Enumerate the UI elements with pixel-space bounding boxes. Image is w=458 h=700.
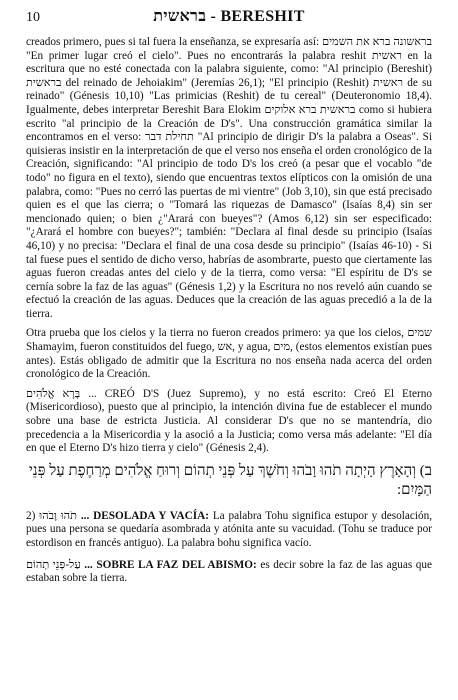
running-title: בראשית - BERESHIT	[153, 8, 305, 25]
paragraph-text: creados primero, pues si tal fuera la enseñanza, se expresaría así: בראשונה ברא את השמים "En primer lugar creó el cielo". Pues no encontrarás la palabra reshit ראשית en la escritura que no esté conectada con la palabra siguiente, como: "Al principio (Bereshit) בראשית del reinado de Jehoiakim" (Jeremías 26,1); "El principio (Reshit) ראשית de su reinado" (Génesis 10,10) "Las primicias (Reshit) de tu cereal" (Deuteronomio 18,4). Igualmente, debes interpretar Bereshit Bara Elokim בראשית ברא אלוקים como si hubiera escrito "al principio de la Creación de D's". Una construcción gramática similar la encontramos en el verso: תחילת דבר "Al principio de dirigir D's la palabra a Oseas". Si quisieras insistir en la interpretación de que el verso nos enseña el orden cronológico de la Creación, significando: "Al principio de todo D's los creó (a pesar que el vocablo "de todo" no figura en el texto), siendo que encuentras textos elípticos con la omisión de una palabra, como: "Pues no cerró las puertas de mi vientre" (Job 3,10), sin que está precisado quien es el que las cierra; o "Tomará las riquezas de Damasco" (Isaías 8,4) sin ser mencionado quien; o bien ¿"Arará con bueyes"? (Amos 6,12) sin ser especificado: "¿Arará el hombre con bueyes?"; también: "Declara al final desde su principio (Isaías 46,10) y no precisa: "Declara el final de una cosa desde su principio" (Isaías 46-10) - Si tal fuese pues el sentido de dicho verso, habrías de asombrarte, puesto que ciertamente las aguas fueron creadas antes del cielo y de la tierra, como versa: "El espíritu de D's se cernía sobre la faz de las aguas" (Génesis 1,2) y la Escritura no nos reveló aún cuando se efectuó la creación de las aguas. Deduces que la creación de las aguas precedió a la de la tierra.	[26, 36, 432, 320]
commentary-paragraph	[26, 36, 432, 321]
commentary-paragraph	[26, 327, 432, 381]
paragraph-text: בָּרָא אֱלֹהִים ... CREÓ D'S (Juez Supremo), y no está escrito: Creó El Eterno (Misericordioso), puesto que al principio, la intención divina fue de establecer el mundo sobre una base de estricta Justicia. Al considerar D's que no se mantendría, dio precedencia a la Misericordia y la asoció a la Justicia; como versa más adelante: "El día en que el Eterno D's hizo tierra y cielo" (Génesis 2,4).	[26, 387, 432, 455]
note-hebrew-term: תֹהוּ וָבֹהוּ	[39, 509, 77, 522]
note-text: La palabra Tohu significa estupor y desolación, pues una persona se quedaría asombrada y atónita ante su vacuidad. (Tohu se traduce por estordison en francés antiguo). La palabra bohu significa vacío.	[26, 509, 433, 549]
page-body	[26, 36, 432, 586]
hebrew-verse: ב) וְהָאָרֶץ הָיְתָה תֹהוּ וָבֹהוּ וְחֹשֶׁךְ עַל פְּנֵי תְהוֹם וְרוּחַ אֱלֹהִים מְרַחֶפֶת עַל פְּנֵי הַמָּיִם:	[28, 462, 432, 498]
note-heading: ... SOBRE LA FAZ DEL ABISMO:	[84, 558, 257, 571]
note-text: es decir sobre la faz de las aguas que estaban sobre la tierra.	[26, 558, 433, 585]
note-number: 2)	[26, 509, 36, 522]
paragraph-text: Otra prueba que los cielos y la tierra no fueron creados primero: ya que los cielos, שמים Shamayim, fueron constituidos del fuego, אש, y agua, מים, (estos elementos existían pues antes). Estás obligado de admitir que la Escritura no nos enseña nada acerca del orden cronológico de la Creación.	[26, 327, 432, 381]
page-header	[26, 8, 432, 24]
page-number: 10	[26, 10, 40, 25]
note-entry	[26, 510, 432, 551]
note-heading: ... DESOLADA Y VACÍA:	[80, 509, 209, 522]
commentary-paragraph	[26, 388, 432, 456]
note-hebrew-term: עַל-פְּנֵי תְהוֹם	[26, 558, 81, 571]
note-entry	[26, 559, 432, 586]
